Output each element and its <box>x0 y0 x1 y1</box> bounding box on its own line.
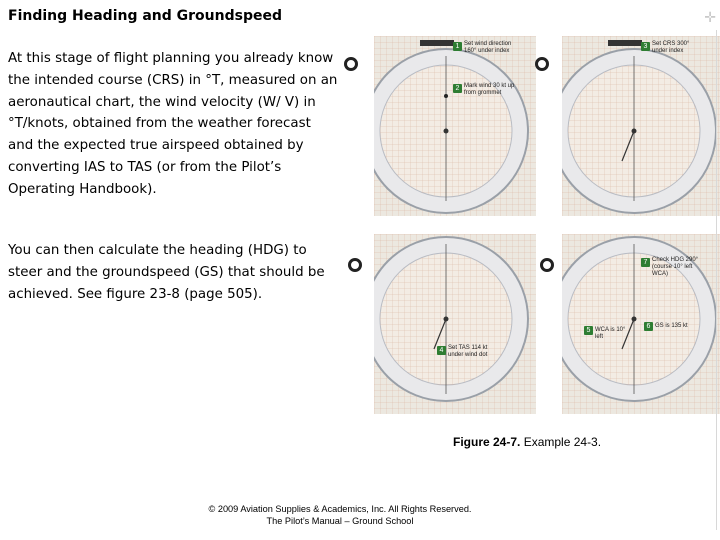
callout-4-text: Set TAS 114 kt under wind dot <box>448 345 488 358</box>
footer-line-2: The Pilot’s Manual – Ground School <box>266 516 414 526</box>
computer-panel-3 <box>374 234 536 414</box>
slide-title: Finding Heading and Groundspeed <box>8 8 282 24</box>
callout-6-text: GS is 135 kt <box>655 323 688 329</box>
callout-6-badge: 6 <box>644 322 653 331</box>
computer-panel-2 <box>562 36 720 216</box>
corner-cross-icon: ✛ <box>704 10 716 26</box>
callout-7-badge: 7 <box>641 258 650 267</box>
figure-caption-text: Example 24-3. <box>520 435 602 449</box>
grommet-ring-1 <box>344 57 358 71</box>
right-edge-rule <box>716 30 717 530</box>
figure-caption-label: Figure 24-7. <box>453 435 521 449</box>
callout-1-badge: 1 <box>453 42 462 51</box>
grommet-ring-2 <box>535 57 549 71</box>
grommet-ring-4 <box>540 258 554 272</box>
callout-3-text: Set CRS 300° under index <box>652 41 690 54</box>
figure-caption <box>453 435 601 449</box>
instruction-paragraph: You can then calculate the heading (HDG) to steer and the groundspeed (GS) that should be achieved. See figure 23-8 (page 505). <box>8 243 325 302</box>
grommet-ring-3 <box>348 258 362 272</box>
callout-7-text: Check HDG 290° (course 10° left WCA) <box>652 257 699 277</box>
computer-panel-1 <box>374 36 536 216</box>
callout-2-text: Mark wind 30 kt up from grommet <box>464 83 515 96</box>
intro-paragraph: At this stage of flight planning you already know the intended course (CRS) in °T, measured on an aeronautical chart, the wind velocity (W/ V) in °T/knots, obtained from the weather forecast and the expected true airspeed obtained by converting IAS to TAS (or from the Pilot’s Operating Handbook). <box>8 51 338 197</box>
callout-1-text: Set wind direction 160° under index <box>464 41 512 54</box>
callout-5-text: WCA is 10° left <box>595 327 626 340</box>
copyright-footer <box>170 503 510 527</box>
callout-3-badge: 3 <box>641 42 650 51</box>
callout-2-badge: 2 <box>453 84 462 93</box>
footer-line-1: © 2009 Aviation Supplies & Academics, Inc. All Rights Reserved. <box>208 504 472 514</box>
computer-panel-4 <box>562 234 720 414</box>
callout-5-badge: 5 <box>584 326 593 335</box>
callout-4-badge: 4 <box>437 346 446 355</box>
